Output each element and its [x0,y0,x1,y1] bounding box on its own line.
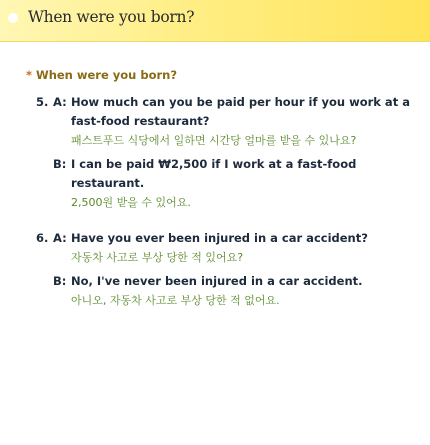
dialogue-number: 5. [36,95,49,109]
banner-title: When were you born? [28,8,195,26]
korean-translation: 패스트푸드 식당에서 일하면 시간당 얼마를 받을 수 있나요? [71,134,357,147]
speaker-label: B: [53,274,67,288]
dialogue-text [71,93,416,150]
star-bullet-icon: * [26,68,33,82]
korean-translation: 자동차 사고로 부상 당한 적 있어요? [71,251,244,264]
speaker-label: A: [53,231,67,245]
banner-bullet-icon [8,13,18,23]
english-sentence: I can be paid ₩2,500 if I work at a fast-food restaurant. [71,157,357,190]
dialogue-text [71,229,416,267]
dialogue-text [71,272,416,310]
dialogue-number: 6. [36,231,49,245]
section-heading [26,68,177,82]
english-sentence: No, I've never been injured in a car accident. [71,274,363,288]
section-heading-text: When were you born? [36,68,178,82]
english-sentence: Have you ever been injured in a car accident? [71,231,368,245]
speaker-label: B: [53,157,67,171]
korean-translation: 2,500원 받을 수 있어요. [71,196,191,209]
speaker-label: A: [53,95,67,109]
english-sentence: How much can you be paid per hour if you work at a fast-food restaurant? [71,95,410,128]
lesson-banner [0,0,430,42]
korean-translation: 아니오, 자동차 사고로 부상 당한 적 없어요. [71,294,280,307]
dialogue-text [71,155,376,212]
